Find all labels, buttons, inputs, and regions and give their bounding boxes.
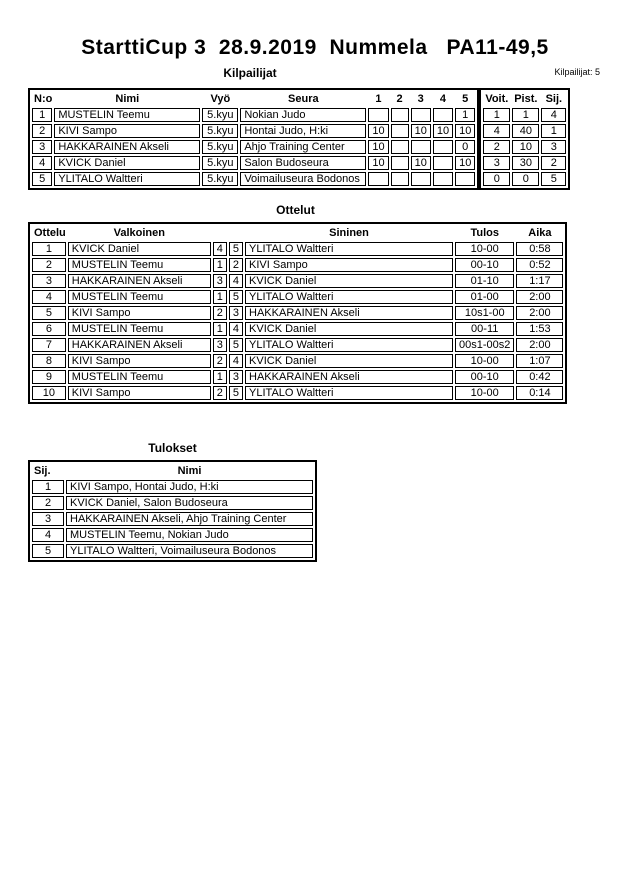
- cell-nimi: HAKKARAINEN Akseli, Ahjo Training Center: [66, 512, 313, 526]
- cell-nimi: YLITALO Waltteri, Voimailuseura Bodonos: [66, 544, 313, 558]
- cell-no: 4: [32, 156, 52, 170]
- cell-vyo: 5.kyu: [202, 140, 238, 154]
- cell-ottelu: 9: [32, 370, 66, 384]
- cell-aika: 1:17: [516, 274, 563, 288]
- cell-round-5: 10: [455, 156, 475, 170]
- cell-ottelu: 8: [32, 354, 66, 368]
- cell-round-1: 10: [368, 140, 388, 154]
- cell-seura: Salon Budoseura: [240, 156, 366, 170]
- cell-sij: 4: [32, 528, 64, 542]
- header-ottelu: Ottelu: [34, 227, 66, 239]
- cell-no: 3: [32, 140, 52, 154]
- cell-tulos: 01-10: [455, 274, 514, 288]
- cell-sininen: KVICK Daniel: [245, 354, 453, 368]
- cell-round-4: [433, 156, 453, 170]
- cell-white-no: 4: [213, 242, 227, 256]
- cell-round-5: 0: [455, 140, 475, 154]
- cell-valkoinen: HAKKARAINEN Akseli: [68, 274, 211, 288]
- cell-no: 2: [32, 124, 52, 138]
- table-row: [483, 124, 566, 138]
- cell-white-no: 1: [213, 258, 227, 272]
- cell-sininen: KVICK Daniel: [245, 274, 453, 288]
- cell-valkoinen: KIVI Sampo: [68, 354, 211, 368]
- cell-no: 5: [32, 172, 52, 186]
- cell-voit: 0: [483, 172, 510, 186]
- cell-ottelu: 10: [32, 386, 66, 400]
- header-nimi: Nimi: [177, 465, 202, 477]
- header-round-3: 3: [417, 93, 424, 105]
- cell-sij: 3: [541, 140, 566, 154]
- cell-aika: 2:00: [516, 338, 563, 352]
- cell-nimi: KIVI Sampo, Hontai Judo, H:ki: [66, 480, 313, 494]
- cell-white-no: 3: [213, 274, 227, 288]
- cell-ottelu: 3: [32, 274, 66, 288]
- cell-blue-no: 5: [229, 338, 243, 352]
- cell-vyo: 5.kyu: [202, 172, 238, 186]
- cell-sij: 2: [541, 156, 566, 170]
- cell-aika: 0:58: [516, 242, 563, 256]
- cell-sij: 5: [541, 172, 566, 186]
- cell-blue-no: 3: [229, 370, 243, 384]
- cell-pist: 0: [512, 172, 539, 186]
- header-round-4: 4: [439, 93, 447, 105]
- white-number-header-spacer: [213, 226, 227, 240]
- ottelut-section-title: Ottelut: [276, 203, 315, 217]
- header-tulos: Tulos: [470, 227, 499, 239]
- cell-round-4: 10: [433, 124, 453, 138]
- cell-round-5: 10: [455, 124, 475, 138]
- table-row: [32, 338, 563, 352]
- cell-sij: 2: [32, 496, 64, 510]
- cell-round-4: [433, 108, 453, 122]
- cell-blue-no: 5: [229, 290, 243, 304]
- cell-ottelu: 1: [32, 242, 66, 256]
- cell-no: 1: [32, 108, 52, 122]
- cell-nimi: YLITALO Waltteri: [54, 172, 200, 186]
- header-vyo: Vyö: [210, 93, 231, 105]
- cell-vyo: 5.kyu: [202, 156, 238, 170]
- header-voit: Voit.: [485, 93, 509, 105]
- cell-round-1: 10: [368, 156, 388, 170]
- cell-vyo: 5.kyu: [202, 124, 238, 138]
- cell-ottelu: 5: [32, 306, 66, 320]
- ottelut-header-row: [32, 226, 563, 240]
- cell-sininen: HAKKARAINEN Akseli: [245, 306, 453, 320]
- cell-round-3: [411, 172, 431, 186]
- cell-blue-no: 3: [229, 306, 243, 320]
- cell-tulos: 10s1-00: [455, 306, 514, 320]
- cell-aika: 1:53: [516, 322, 563, 336]
- cell-sij: 1: [32, 480, 64, 494]
- table-row: [483, 156, 566, 170]
- cell-aika: 0:14: [516, 386, 563, 400]
- cell-round-1: 10: [368, 124, 388, 138]
- cell-tulos: 00-11: [455, 322, 514, 336]
- header-no: N:o: [34, 93, 53, 105]
- table-row: [32, 108, 475, 122]
- cell-ottelu: 7: [32, 338, 66, 352]
- cell-ottelu: 2: [32, 258, 66, 272]
- table-row: [32, 322, 563, 336]
- cell-round-5: 1: [455, 108, 475, 122]
- cell-tulos: 01-00: [455, 290, 514, 304]
- cell-round-3: 10: [411, 124, 431, 138]
- table-row: [483, 172, 566, 186]
- cell-nimi: KIVI Sampo: [54, 124, 200, 138]
- cell-round-3: 10: [411, 156, 431, 170]
- cell-pist: 40: [512, 124, 539, 138]
- header-round-5: 5: [462, 93, 469, 105]
- kilpailijat-header-row: [32, 92, 475, 106]
- page-title: StarttiCup 3 28.9.2019 Nummela PA11-49,5: [81, 36, 549, 59]
- cell-blue-no: 4: [229, 354, 243, 368]
- table-row: [32, 370, 563, 384]
- cell-white-no: 1: [213, 322, 227, 336]
- cell-valkoinen: MUSTELIN Teemu: [68, 290, 211, 304]
- table-row: [483, 108, 566, 122]
- cell-sij: 5: [32, 544, 64, 558]
- header-sininen: Sininen: [329, 227, 369, 239]
- cell-aika: 1:07: [516, 354, 563, 368]
- cell-aika: 2:00: [516, 306, 563, 320]
- table-row: [32, 480, 313, 494]
- cell-seura: Ahjo Training Center: [240, 140, 366, 154]
- header-valkoinen: Valkoinen: [113, 227, 165, 239]
- cell-valkoinen: KIVI Sampo: [68, 386, 211, 400]
- kilpailijat-score-table: [479, 88, 570, 190]
- table-row: [32, 496, 313, 510]
- header-nimi: Nimi: [115, 93, 140, 105]
- cell-round-4: [433, 172, 453, 186]
- cell-valkoinen: KIVI Sampo: [68, 306, 211, 320]
- cell-blue-no: 2: [229, 258, 243, 272]
- cell-aika: 0:52: [516, 258, 563, 272]
- cell-sininen: YLITALO Waltteri: [245, 290, 453, 304]
- cell-pist: 10: [512, 140, 539, 154]
- cell-tulos: 00-10: [455, 370, 514, 384]
- table-row: [32, 290, 563, 304]
- cell-round-2: [391, 140, 409, 154]
- cell-valkoinen: MUSTELIN Teemu: [68, 258, 211, 272]
- cell-blue-no: 4: [229, 274, 243, 288]
- cell-ottelu: 4: [32, 290, 66, 304]
- competitor-count-label: Kilpailijat: 5: [554, 67, 600, 77]
- cell-blue-no: 5: [229, 242, 243, 256]
- table-row: [32, 140, 475, 154]
- cell-sininen: YLITALO Waltteri: [245, 386, 453, 400]
- cell-round-2: [391, 156, 409, 170]
- tulokset-header-row: [32, 464, 313, 478]
- cell-pist: 30: [512, 156, 539, 170]
- cell-voit: 4: [483, 124, 510, 138]
- cell-pist: 1: [512, 108, 539, 122]
- cell-round-2: [391, 124, 409, 138]
- cell-sininen: KIVI Sampo: [245, 258, 453, 272]
- table-row: [32, 512, 313, 526]
- cell-round-3: [411, 108, 431, 122]
- cell-sij: 4: [541, 108, 566, 122]
- cell-round-1: [368, 108, 388, 122]
- kilpailijat-section: [28, 88, 570, 190]
- cell-nimi: KVICK Daniel: [54, 156, 200, 170]
- cell-valkoinen: MUSTELIN Teemu: [68, 370, 211, 384]
- table-row: [32, 544, 313, 558]
- cell-nimi: HAKKARAINEN Akseli: [54, 140, 200, 154]
- tulokset-section-title: Tulokset: [148, 441, 197, 455]
- cell-white-no: 2: [213, 386, 227, 400]
- cell-round-4: [433, 140, 453, 154]
- cell-nimi: MUSTELIN Teemu, Nokian Judo: [66, 528, 313, 542]
- ottelut-section: [28, 222, 567, 404]
- kilpailijat-table: [28, 88, 479, 190]
- cell-sininen: HAKKARAINEN Akseli: [245, 370, 453, 384]
- cell-voit: 2: [483, 140, 510, 154]
- cell-sininen: YLITALO Waltteri: [245, 338, 453, 352]
- table-row: [32, 274, 563, 288]
- cell-round-1: [368, 172, 388, 186]
- table-row: [32, 354, 563, 368]
- header-aika: Aika: [528, 227, 552, 239]
- cell-white-no: 1: [213, 290, 227, 304]
- cell-sij: 1: [541, 124, 566, 138]
- table-row: [32, 124, 475, 138]
- cell-blue-no: 5: [229, 386, 243, 400]
- table-row: [32, 258, 563, 272]
- cell-nimi: KVICK Daniel, Salon Budoseura: [66, 496, 313, 510]
- cell-sininen: KVICK Daniel: [245, 322, 453, 336]
- cell-white-no: 2: [213, 354, 227, 368]
- cell-valkoinen: MUSTELIN Teemu: [68, 322, 211, 336]
- cell-blue-no: 4: [229, 322, 243, 336]
- cell-ottelu: 6: [32, 322, 66, 336]
- cell-tulos: 00s1-00s2: [455, 338, 514, 352]
- blue-number-header-spacer: [229, 226, 243, 240]
- header-round-1: 1: [375, 93, 382, 105]
- cell-seura: Hontai Judo, H:ki: [240, 124, 366, 138]
- cell-voit: 3: [483, 156, 510, 170]
- cell-aika: 2:00: [516, 290, 563, 304]
- cell-seura: Nokian Judo: [240, 108, 366, 122]
- cell-tulos: 10-00: [455, 354, 514, 368]
- header-sij: Sij.: [545, 93, 563, 105]
- cell-vyo: 5.kyu: [202, 108, 238, 122]
- cell-valkoinen: HAKKARAINEN Akseli: [68, 338, 211, 352]
- table-row: [32, 386, 563, 400]
- cell-round-2: [391, 172, 409, 186]
- cell-white-no: 1: [213, 370, 227, 384]
- header-seura: Seura: [288, 93, 319, 105]
- cell-aika: 0:42: [516, 370, 563, 384]
- table-row: [32, 172, 475, 186]
- score-header-row: [483, 92, 566, 106]
- cell-white-no: 2: [213, 306, 227, 320]
- table-row: [32, 156, 475, 170]
- cell-valkoinen: KVICK Daniel: [68, 242, 211, 256]
- cell-voit: 1: [483, 108, 510, 122]
- table-row: [32, 306, 563, 320]
- header-sij: Sij.: [34, 465, 51, 477]
- cell-round-3: [411, 140, 431, 154]
- tulokset-table: [28, 460, 317, 562]
- cell-sininen: YLITALO Waltteri: [245, 242, 453, 256]
- cell-tulos: 10-00: [455, 242, 514, 256]
- ottelut-table: [28, 222, 567, 404]
- table-row: [483, 140, 566, 154]
- cell-round-2: [391, 108, 409, 122]
- table-row: [32, 528, 313, 542]
- cell-seura: Voimailuseura Bodonos: [240, 172, 366, 186]
- header-pist: Pist.: [514, 93, 538, 105]
- table-row: [32, 242, 563, 256]
- kilpailijat-section-title: Kilpailijat: [223, 66, 277, 80]
- cell-white-no: 3: [213, 338, 227, 352]
- tulokset-section: [28, 460, 317, 562]
- cell-tulos: 00-10: [455, 258, 514, 272]
- header-round-2: 2: [396, 93, 403, 105]
- cell-tulos: 10-00: [455, 386, 514, 400]
- cell-nimi: MUSTELIN Teemu: [54, 108, 200, 122]
- cell-round-5: [455, 172, 475, 186]
- cell-sij: 3: [32, 512, 64, 526]
